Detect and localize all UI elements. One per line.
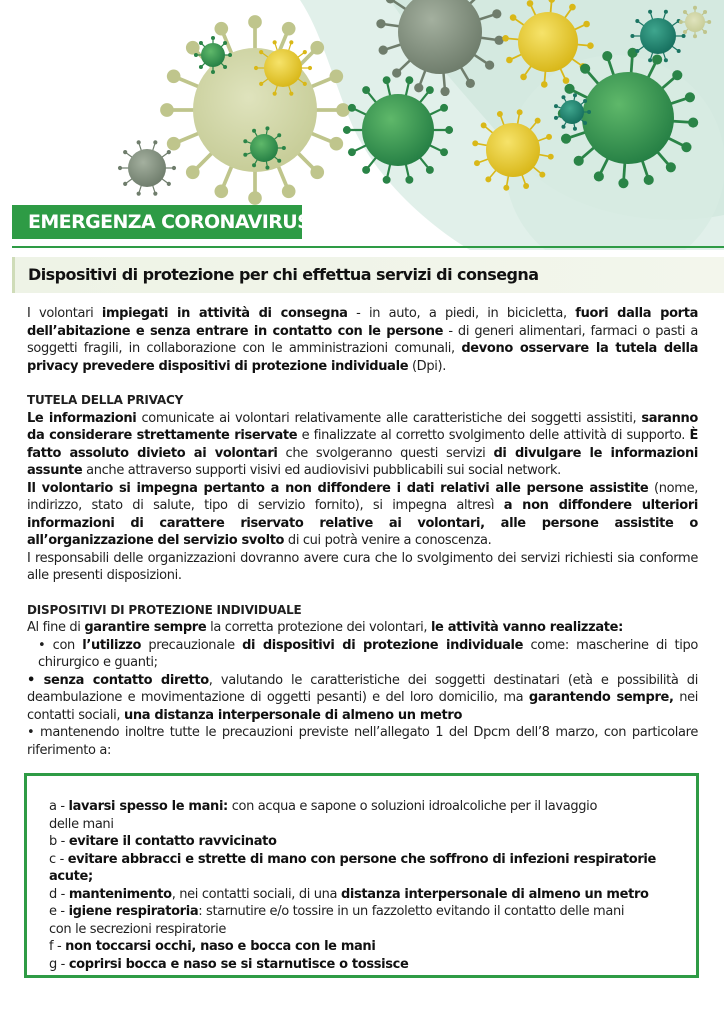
emphasis: impiegati in attività di consegna [101,306,348,321]
text: e - [49,904,69,919]
virus-spike-tip [506,57,513,64]
virus-body [250,134,278,162]
virus-spike-tip [635,49,639,53]
measure-a-continued: delle mani [49,816,114,832]
text: la corretta protezione dei volontari, [206,620,431,635]
text: di cui potrà venire a conoscenza. [284,533,492,548]
text: - di generi alimentari, farmaci o pasti a soggetti fragili, in collaborazione con le amministrazioni comunali, [27,323,698,356]
emphasis: garantire sempre [84,620,207,635]
virus-spike-tip [426,166,434,174]
emphasis: evitare abbracci e strette di mano con persone che soffrono di infezioni respiratorie acute; [49,851,656,884]
measure-b [49,833,672,851]
virus-body [560,100,584,124]
virus-spike-tip [426,86,434,94]
title-rule [12,246,724,248]
virus-spike-tip [383,76,391,84]
virus-spike-tip [362,166,370,174]
text: • con [38,637,83,653]
virus-particle [194,36,232,74]
emphasis: evitare il contatto ravvicinato [68,834,277,849]
virus-spike-tip [681,142,691,152]
measure-e-continued: con le secrezioni respiratorie [49,921,227,937]
virus-spike-tip [167,182,171,186]
virus-spike-tip [554,104,558,108]
text: d - [49,886,69,902]
title-banner [12,205,311,239]
virus-spike-tip [348,104,356,112]
text: come: mascherine di tipo chirurgico e guanti; [38,637,698,670]
virus-spike-tip [289,92,293,96]
virus-spike-tip [243,139,247,143]
virus-spike-tip [223,41,227,45]
virus-spike-tip [664,10,668,14]
virus-spike-tip [303,50,307,54]
measure-c [49,851,672,886]
virus-spike-tip [252,163,256,167]
virus-spike-tip [343,126,351,134]
virus-spike-tip [618,178,628,188]
virus-spike-tip [523,183,529,189]
virus-spike-tip [574,156,584,166]
emphasis: Le informazioni [27,410,137,426]
banner-title: EMERGENZA CORONAVIRUS [28,211,311,233]
emphasis: a non diffondere ulteriori informazioni di carattere riservato relative ai volontari, alle persone assistite o all’organizzazione del servizio svolto [27,498,698,548]
emphasis: È fatto assoluto divieto ai volontari [27,428,698,461]
text: che svolgeranno questi servizi [277,445,494,461]
text: anche attraverso supporti visivi ed audiovisivi pubblicabili sui social network. [82,463,561,478]
virus-spike-tip [123,182,127,186]
virus-spike-tip [652,54,662,64]
virus-spike-tip [685,92,695,102]
virus-spike-tip [703,10,707,14]
virus-spike-tip [683,30,687,34]
virus-spike-tip [573,93,577,97]
virus-spike-tip [648,10,652,14]
virus-spike-tip [199,41,203,45]
virus-spike-tip [383,176,391,184]
dpi-heading: DISPOSITIVI DI PROTEZIONE INDIVIDUALE [27,602,302,617]
virus-body [201,43,225,67]
virus-spike-tip [561,125,565,129]
virus-body [685,12,705,32]
virus-body [362,94,434,166]
virus-spike-tip [583,121,587,125]
emphasis: una distanza interpersonale di almeno un metro [123,707,463,723]
privacy-paragraph-2 [27,480,698,550]
virus-spike-tip [414,83,423,92]
virus-spike-tip [308,66,312,70]
virus-spike-tip [666,162,676,172]
emphasis: saranno da considerare strettamente riservate [27,410,698,443]
virus-spike-tip [630,34,634,38]
virus-spike-tip [310,165,324,179]
virus-spike-tip [252,129,256,133]
virus-spike-tip [153,140,157,144]
intro-paragraph [27,305,698,375]
virus-spike-tip [587,110,591,114]
virus-spike-tip [330,69,344,83]
virus-spike-tip [546,134,552,140]
virus-spike-tip [644,175,654,185]
measure-d [49,886,672,904]
body-text [27,305,698,759]
virus-spike-tip [703,30,707,34]
emphasis: le attività vanno realizzate: [430,620,623,635]
virus-spike-tip [594,171,604,181]
virus-spike-tip [492,9,501,18]
virus-spike-tip [635,19,639,23]
virus-spike-tip [497,111,503,117]
virus-spike-tip [510,14,517,21]
virus-spike-tip [336,103,350,117]
virus-spike-tip [677,49,681,53]
virus-spike-tip [693,34,697,38]
dpi-bullet-2 [27,672,698,725]
virus-spike-tip [648,58,652,62]
virus-spike-tip [693,6,697,10]
virus-particle [118,140,176,195]
virus-spike-tip [348,148,356,156]
text: (nome, indirizzo, stato di salute, tipo di servizio fornito), si impegna altresì [27,480,698,513]
virus-spike-tip [303,82,307,86]
virus-spike-tip [627,48,637,58]
virus-spike-tip [502,35,509,42]
virus-spike-tip [214,22,228,36]
dpi-bullet-3: • mantenendo inoltre tutte le precauzioni previste nell’allegato 1 del Dpcm dell’8 marzo, con particolare riferimento a: [27,725,698,758]
text: nei contatti sociali, [27,690,698,723]
virus-spike-tip [679,20,683,24]
virus-spike-tip [494,36,503,45]
virus-spike-tip [172,166,176,170]
virus-spike-tip [602,51,612,61]
text: e finalizzate al corretto svolgimento delle attività di supporto. [297,428,690,443]
virus-spike-tip [688,117,698,127]
text: I volontari [27,306,102,321]
virus-spike-tip [445,126,453,134]
virus-spike-tip [118,166,122,170]
text: comunicate ai volontari relativamente alle caratteristiche dei soggetti assistiti, [136,410,642,426]
page-subtitle: Dispositivi di protezione per chi effettua servizi di consegna [28,265,539,284]
virus-spike-tip [664,58,668,62]
virus-spike-tip [214,185,228,199]
virus-spike-tip [153,192,157,196]
text: : starnutire e/o tossire in un fazzoletto evitando il contatto delle mani [198,904,625,919]
virus-spike-tip [541,81,548,88]
virus-spike-tip [167,137,181,151]
text: b - [49,834,69,849]
virus-spike-tip [472,140,478,146]
virus-spike-tip [682,34,686,38]
virus-spike-tip [376,19,385,28]
virus-body [640,18,676,54]
virus-spike-tip [273,92,277,96]
virus-spike-tip [535,118,541,124]
text: (Dpi). [408,358,447,374]
virus-spike-tip [707,20,711,24]
text: Al fine di [27,620,85,635]
virus-body [486,123,540,177]
virus-spike-tip [440,87,449,96]
measure-g [49,956,672,974]
virus-spike-tip [248,191,262,205]
virus-spike-tip [277,159,281,163]
emphasis: di dispositivi di protezione individuale [242,637,524,653]
virus-spike-tip [405,176,413,184]
text: precauzionale [141,637,243,653]
virus-spike-tip [137,192,141,196]
emphasis: igiene respiratoria [68,904,199,919]
virus-spike-tip [563,77,570,84]
emphasis: garantendo sempre, [528,690,674,705]
emphasis: fuori dalla porta dell’abitazione e senza entrare in contatto con le persone [27,306,698,339]
virus-spike-tip [211,70,215,74]
virus-spike-tip [573,127,577,131]
virus-spike-tip [310,41,324,55]
virus-body [264,49,302,87]
virus-spike-tip [228,53,232,57]
virus-spike-tip [580,64,590,74]
virus-spike-tip [248,15,262,29]
virus-spike-tip [265,166,269,170]
virus-spike-tip [167,69,181,83]
virus-spike-tip [223,65,227,69]
text: , nei contatti sociali, di una [171,886,341,902]
measure-f [49,938,672,956]
virus-spike-tip [520,74,527,81]
virus-spike-tip [186,165,200,179]
virus-spike-tip [137,140,141,144]
virus-spike-tip [282,22,296,36]
virus-spike-tip [211,36,215,40]
virus-spike-tip [527,0,534,7]
emphasis: distanza interpersonale di almeno un metro [340,886,649,902]
virus-spike-tip [583,21,590,28]
virus-spike-tip [554,116,558,120]
virus-spike-tip [561,95,565,99]
text: c - [49,851,68,867]
measures-box [24,773,699,978]
virus-spike-tip [273,40,277,44]
virus-spike-tip [440,104,448,112]
emphasis: di divulgare le informazioni assunte [27,445,698,478]
virus-spike-tip [440,148,448,156]
virus-spike-tip [672,70,682,80]
text: - in auto, a piedi, in bicicletta, [347,306,576,321]
emphasis: Il volontario si impegna pertanto a non diffondere i dati relativi alle persone assistite [27,480,649,496]
measure-e [49,903,672,921]
virus-spike-tip [186,41,200,55]
virus-spike-tip [123,150,127,154]
virus-spike-tip [405,76,413,84]
virus-spike-tip [277,133,281,137]
virus-spike-tip [379,46,388,55]
virus-spike-tip [503,185,509,191]
virus-spike-tip [561,134,571,144]
virus-spike-tip [259,82,263,86]
virus-spike-tip [194,53,198,57]
virus-particle [679,6,711,38]
virus-spike-tip [160,103,174,117]
virus-spike-tip [481,122,487,128]
virus-body [518,12,578,72]
text: , valutando le caratteristiche dei soggetti destinatari (età e possibilità di deambulazione e movimentazione di oggetti pesanti) e del loro domicilio, ma [27,672,698,705]
virus-spike-tip [282,146,286,150]
text: con acqua e sapone o soluzioni idroalcoliche per il lavaggio [227,799,598,814]
virus-spike-tip [289,40,293,44]
virus-body [128,149,166,187]
virus-spike-tip [548,154,554,160]
dpi-bullet-1 [27,637,698,672]
text: a - [49,799,69,814]
privacy-paragraph-1 [27,410,698,480]
virus-spike-tip [485,176,491,182]
emphasis: non toccarsi occhi, naso e bocca con le mani [65,939,376,954]
emphasis: devono osservare la tutela della privacy prevedere dispositivi di protezione individuale [27,341,698,374]
virus-spike-tip [259,50,263,54]
virus-spike-tip [564,84,574,94]
virus-body [582,72,674,164]
emphasis: mantenimento [68,886,172,902]
virus-spike-tip [587,42,594,49]
measure-a [49,798,672,816]
virus-spike-tip [517,109,523,115]
virus-spike-tip [474,160,480,166]
privacy-heading: TUTELA DELLA PRIVACY [27,393,184,407]
virus-spike-tip [392,68,401,77]
virus-spike-tip [683,10,687,14]
emphasis: • senza contatto diretto [27,672,209,688]
emphasis: lavarsi spesso le mani: [68,799,228,814]
virus-spike-tip [282,185,296,199]
text: f - [49,939,66,954]
emphasis: l’utilizzo [82,637,142,653]
virus-spike-tip [167,150,171,154]
virus-spike-tip [485,60,494,69]
virus-spike-tip [199,65,203,69]
virus-spike-tip [583,99,587,103]
emphasis: coprirsi bocca e naso se si starnutisce o tossisce [68,956,409,972]
virus-spike-tip [243,153,247,157]
virus-spike-tip [330,137,344,151]
virus-spike-tip [265,126,269,130]
dpi-lead [27,619,698,637]
virus-spike-tip [466,79,475,88]
text: g - [49,956,69,972]
virus-spike-tip [362,86,370,94]
virus-spike-tip [569,4,576,11]
virus-particle [160,15,350,205]
virus-spike-tip [539,172,545,178]
virus-spike-tip [254,66,258,70]
privacy-paragraph-3: I responsabili delle organizzazioni dovranno avere cura che lo svolgimento dei servizi richiesti sia conforme alle presenti disposizioni. [27,550,698,583]
